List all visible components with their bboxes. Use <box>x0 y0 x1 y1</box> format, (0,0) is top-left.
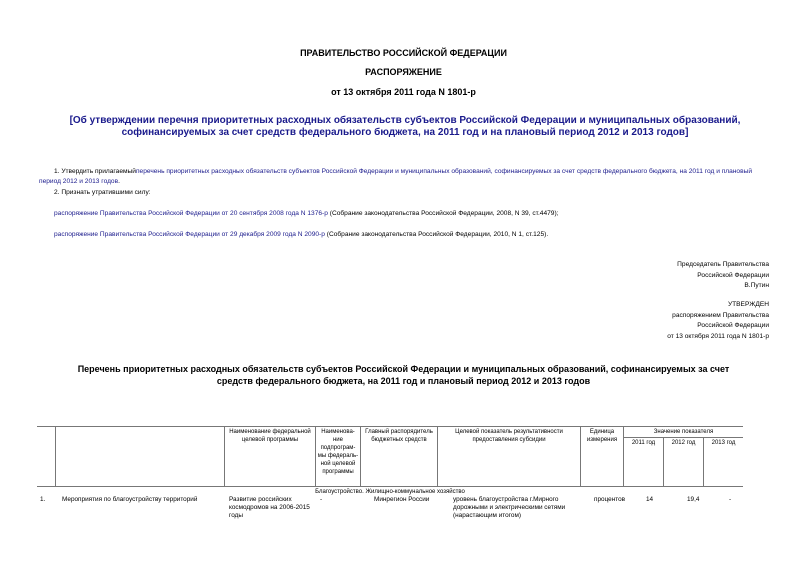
approved-line-2: распоряжением Правительства <box>672 311 769 319</box>
row-1-obligation: Мероприятия по благоустройству территорий <box>62 496 198 503</box>
repealed-2-link[interactable]: распоряжение Правительства Российской Федерации от 29 декабря 2009 года N 2090-р <box>54 231 325 238</box>
row-1-2011: 14 <box>646 496 654 503</box>
row-1-subprogram: - <box>320 496 323 503</box>
p1-prefix: 1. Утвердить прилагаемый <box>54 168 136 175</box>
col-2013-header: 2013 год <box>704 438 744 487</box>
col-obligation-header <box>56 427 225 487</box>
row-1-2012: 19,4 <box>687 496 700 503</box>
col-unit-header: Единица измерения <box>581 427 624 487</box>
col-2012-header: 2012 год <box>664 438 704 487</box>
signature-line-2: Российской Федерации <box>697 271 769 279</box>
repealed-2-text: (Собрание законодательства Российской Федерации, 2010, N 1, ст.125). <box>324 231 549 238</box>
signature-line-1: Председатель Правительства <box>677 261 769 268</box>
document-subject <box>45 115 765 139</box>
col-num-header <box>37 427 56 487</box>
approved-line-3: Российской Федерации <box>697 322 769 329</box>
section-title: Благоустройство. Жилищно-коммунальное хозяйство <box>315 489 465 495</box>
government-title: ПРАВИТЕЛЬСТВО РОССИЙСКОЙ ФЕДЕРАЦИИ <box>300 48 507 58</box>
p1-suffix: . <box>118 178 120 185</box>
repealed-1-link[interactable]: распоряжение Правительства Российской Федерации от 20 сентября 2008 года N 1376-р <box>54 210 328 217</box>
p1-link[interactable]: перечень приоритетных расходных обязательств субъектов Российской Федерации и муниципальных образований, софинансируемых за счет средств федерального бюджета, на 2011 год и плановый период 2012 и 2013 годов <box>39 168 753 185</box>
repealed-1 <box>54 209 774 219</box>
document-date-number: от 13 октября 2011 года N 1801-р <box>331 87 476 97</box>
row-1-indicator: уровень благоустройства г.Мирного дорожными и электрическими сетями (нарастающим итогом) <box>453 496 566 519</box>
approved-block <box>667 300 769 342</box>
signature-block <box>677 260 769 292</box>
priorities-table <box>37 426 743 498</box>
row-1-num: 1. <box>40 496 46 503</box>
approved-line-4: от 13 октября 2011 года N 1801-р <box>667 332 769 340</box>
list-title: Перечень приоритетных расходных обязательств субъектов Российской Федерации и муниципальных образований, софинансируемых за счет средств федерального бюджета, на 2011 год и плановый период 2012 и 2013 годов <box>77 364 730 386</box>
paragraph-1 <box>39 167 769 187</box>
subject-close: ] <box>685 127 689 138</box>
paragraph-2: 2. Признать утратившими силу: <box>54 189 151 196</box>
col-indicator-header: Целевой показатель результативности предоставления субсидии <box>438 427 581 487</box>
repealed-1-text: (Собрание законодательства Российской Федерации, 2008, N 39, ст.4479); <box>327 210 559 217</box>
subject-link[interactable]: перечня приоритетных расходных обязательств субъектов Российской Федерации и муниципальных образований, софинансируемых за счет средств федерального бюджета, на 2011 год и на плановый период 2012 и 2013 годов <box>121 115 741 138</box>
col-administrator-header: Главный распорядитель бюджетных средств <box>361 427 438 487</box>
row-1-administrator: Минрегион России <box>374 496 430 503</box>
signature-line-3: В.Путин <box>744 282 769 289</box>
col-program-header: Наименование федеральной целевой программы <box>225 427 316 487</box>
repealed-2 <box>54 230 774 240</box>
row-1-2013: - <box>729 496 732 503</box>
row-1-unit: процентов <box>594 496 626 503</box>
col-2011-header: 2011 год <box>624 438 664 487</box>
row-1-program: Развитие российских космодромов на 2006-2015 годы <box>229 496 310 519</box>
col-values-header: Значение показателя <box>624 427 744 438</box>
approved-line-1: УТВЕРЖДЕН <box>727 301 769 308</box>
subject-open: [Об утверждении <box>69 115 158 126</box>
document-type: РАСПОРЯЖЕНИЕ <box>365 67 442 77</box>
col-subprogram-header: Наименова-ние подпрограм-мы федераль-ной целевой программы <box>316 427 361 487</box>
